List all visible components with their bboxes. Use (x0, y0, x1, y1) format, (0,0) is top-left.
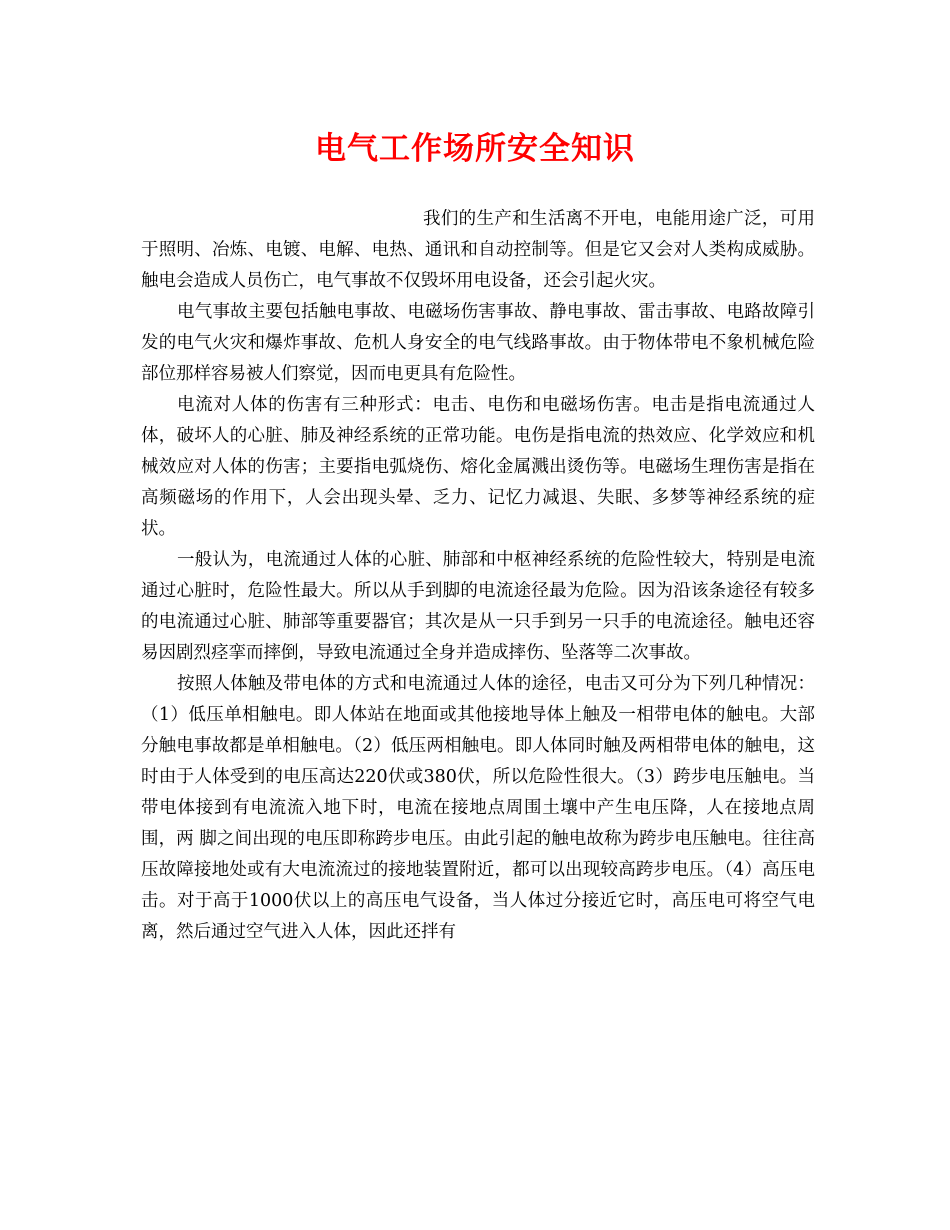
paragraph-current-path: 一般认为，电流通过人体的心脏、肺部和中枢神经系统的危险性较大，特别是电流通过心脏时，危险性最大。所以从手到脚的电流途径最为危险。因为沿该条途径有较多的电流通过心脏、肺部等重要器官；其次是从一只手到另一只手的电流途径。触电还容易因剧烈痉挛而摔倒，导致电流通过全身并造成摔伤、坠落等二次事故。 (141, 550, 815, 663)
document-title: 电气工作场所安全知识 (315, 131, 635, 167)
paragraph-intro: 我们的生产和生活离不开电，电能用途广泛，可用于照明、冶炼、电镀、电解、电热、通讯和自动控制等。但是它又会对人类构成威胁。触电会造成人员伤亡，电气事故不仅毁坏用电设备，还会引起火灾。 (141, 209, 815, 291)
paragraph-shock-categories: 按照人体触及带电体的方式和电流通过人体的途径，电击又可分为下列几种情况：（1）低压单相触电。即人体站在地面或其他接地导体上触及一相带电体的触电。大部分触电事故都是单相触电。（2）低压两相触电。即人体同时触及两相带电体的触电，这时由于人体受到的电压高达220伏或380伏，所以危险性很大。（3）跨步电压触电。当带电体接到有电流流入地下时，电流在接地点周围土壤中产生电压降，人在接地点周围，两 脚之间出现的电压即称跨步电压。由此引起的触电故称为跨步电压触电。往往高压故障接地处或有大电流流过的接地装置附近，都可以出现较高跨步电压。（4）高压电击。对于高于1000伏以上的高压电气设备，当人体过分接近它时，高压电可将空气电离，然后通过空气进入人体，因此还拌有 (141, 674, 815, 942)
paragraph-injury-forms: 电流对人体的伤害有三种形式：电击、电伤和电磁场伤害。电击是指电流通过人体，破坏人的心脏、肺及神经系统的正常功能。电伤是指电流的热效应、化学效应和机械效应对人体的伤害；主要指电弧烧伤、熔化金属溅出烫伤等。电磁场生理伤害是指在高频磁场的作用下，人会出现头晕、乏力、记忆力减退、失眠、多梦等神经系统的症状。 (141, 395, 815, 539)
document-body (141, 204, 815, 948)
paragraph-accident-types: 电气事故主要包括触电事故、电磁场伤害事故、静电事故、雷击事故、电路故障引发的电气火灾和爆炸事故、危机人身安全的电气线路事故。由于物体带电不象机械危险部位那样容易被人们察觉，因而电更具有危险性。 (141, 302, 815, 384)
